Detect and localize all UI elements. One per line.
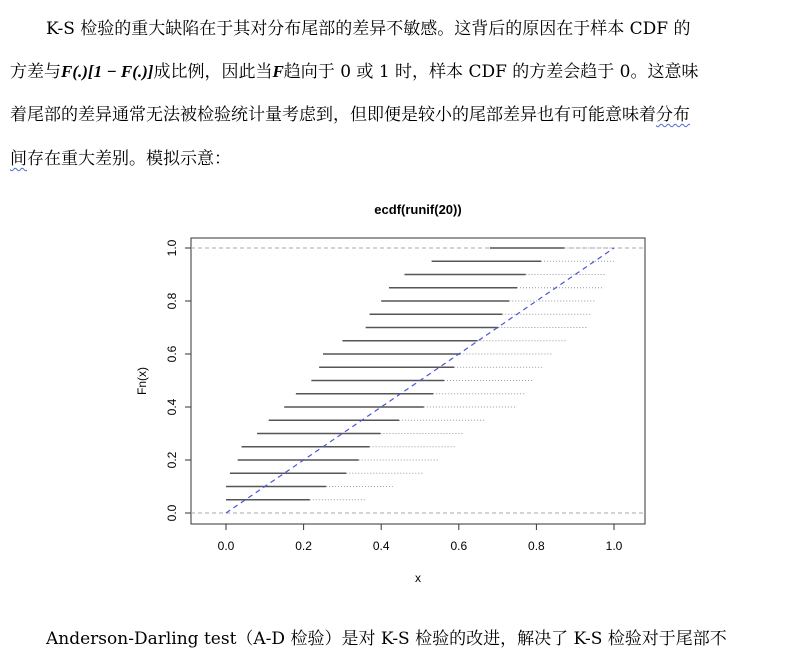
variable-F: F <box>272 62 284 81</box>
para1-line2 <box>10 57 699 82</box>
para1-line2-text-c: 趋向于 0 或 1 时，样本 CDF 的方差会趋于 0。这意味 <box>283 62 699 82</box>
y-tick-label-1: 0.2 <box>165 451 179 469</box>
spellcheck-word-fenbu[interactable]: 分布 <box>656 105 690 125</box>
x-tick-label-1: 0.2 <box>295 539 312 553</box>
para1-line3-text: 着尾部的差异通常无法被检验统计量考虑到，但即便是较小的尾部差异也有可能意味着 <box>10 105 656 125</box>
x-tick-label-0: 0.0 <box>217 539 235 553</box>
para1-line3 <box>10 100 690 125</box>
y-tick-label-3: 0.6 <box>165 345 179 363</box>
x-tick-label-2: 0.4 <box>372 539 390 553</box>
variance-formula: F(.)[1 − F(.)] <box>61 62 154 81</box>
x-tick-label-4: 0.8 <box>528 539 545 553</box>
para1-line4-text: 存在重大差别。模拟示意： <box>27 149 231 169</box>
chart-title: ecdf(runif(20)) <box>374 202 462 217</box>
para1-line4 <box>10 144 231 169</box>
para1-line1: K-S 检验的重大缺陷在于其对分布尾部的差异不敏感。这背后的原因在于样本 CDF 的 <box>46 19 691 39</box>
ecdf-chart <box>0 192 796 592</box>
spellcheck-word-jian[interactable]: 间 <box>10 149 27 169</box>
para2-line1: Anderson-Darling test（A-D 检验）是对 K-S 检验的改进，解决了 K-S 检验对于尾部不 <box>46 629 727 649</box>
y-tick-label-2: 0.4 <box>165 398 179 416</box>
x-tick-label-3: 0.6 <box>450 539 468 553</box>
y-axis-label: Fn(x) <box>135 367 149 395</box>
y-tick-label-5: 1.0 <box>165 239 179 257</box>
para1-line2-text-b: 成比例，因此当 <box>153 62 273 82</box>
y-tick-label-4: 0.8 <box>165 292 179 310</box>
y-tick-label-0: 0.0 <box>165 504 179 522</box>
para1-line2-text-a: 方差与 <box>10 62 61 82</box>
x-axis-label: x <box>415 571 421 585</box>
x-tick-label-5: 1.0 <box>605 539 623 553</box>
